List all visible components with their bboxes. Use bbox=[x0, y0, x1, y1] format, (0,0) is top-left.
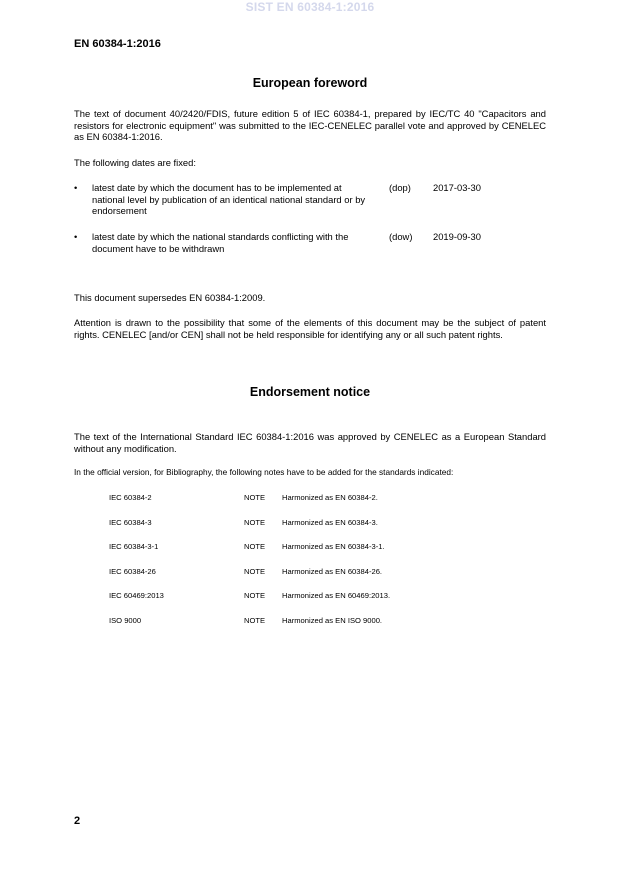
note-text: Harmonized as EN ISO 9000. bbox=[282, 616, 383, 625]
note-label: NOTE bbox=[244, 616, 266, 625]
note-label: NOTE bbox=[244, 591, 266, 600]
bibliography-note-row bbox=[109, 616, 509, 626]
patent-rights-notice: Attention is drawn to the possibility that some of the elements of this document may be the subject of patent rights. CENELEC [and/or CEN] shall not be held responsible for identifying any or all such patent rights. bbox=[74, 317, 546, 340]
date-item-dop bbox=[74, 182, 546, 222]
note-standard: IEC 60384-3 bbox=[109, 518, 152, 527]
note-label: NOTE bbox=[244, 542, 266, 551]
note-standard: IEC 60384-26 bbox=[109, 567, 156, 576]
bibliography-note-row bbox=[109, 518, 509, 528]
note-standard: IEC 60469:2013 bbox=[109, 591, 164, 600]
note-text: Harmonized as EN 60384-2. bbox=[282, 493, 378, 502]
date-item-text: latest date by which the national standards conflicting with the document have to be withdrawn bbox=[92, 231, 349, 254]
note-text: Harmonized as EN 60384-26. bbox=[282, 567, 383, 576]
note-text: Harmonized as EN 60384-3. bbox=[282, 518, 378, 527]
watermark: SIST EN 60384-1:2016 bbox=[245, 0, 375, 14]
supersedes-statement: This document supersedes EN 60384-1:2009. bbox=[74, 292, 266, 303]
date-item-date: 2017-03-30 bbox=[433, 182, 481, 193]
document-id-header: EN 60384-1:2016 bbox=[74, 38, 161, 50]
endorsement-paragraph: The text of the International Standard IEC 60384-1:2016 was approved by CENELEC as a European Standard without any modification. bbox=[74, 431, 546, 454]
dates-intro: The following dates are fixed: bbox=[74, 157, 196, 168]
foreword-paragraph: The text of document 40/2420/FDIS, future edition 5 of IEC 60384-1, prepared by IEC/TC 40 "Capacitors and resistors for electronic equipment" was submitted to the IEC-CENELEC parallel vote and approved by CENELEC as EN 60384-1:2016. bbox=[74, 108, 546, 143]
date-item-dow bbox=[74, 231, 546, 259]
bibliography-intro: In the official version, for Bibliography, the following notes have to be added for the standards indicated: bbox=[74, 467, 454, 477]
note-text: Harmonized as EN 60384-3-1. bbox=[282, 542, 385, 551]
bullet-icon: • bbox=[74, 182, 78, 193]
date-item-text: latest date by which the document has to be implemented at national level by publication of an identical national standard or by endorsement bbox=[92, 182, 366, 217]
bibliography-note-row bbox=[109, 567, 509, 577]
page-number: 2 bbox=[74, 815, 81, 827]
note-standard: IEC 60384-2 bbox=[109, 493, 152, 502]
bibliography-note-row bbox=[109, 542, 509, 552]
note-text: Harmonized as EN 60469:2013. bbox=[282, 591, 391, 600]
bibliography-note-row bbox=[109, 591, 509, 601]
note-standard: ISO 9000 bbox=[109, 616, 142, 625]
date-item-date: 2019-09-30 bbox=[433, 231, 481, 242]
date-item-code: (dow) bbox=[389, 231, 413, 242]
bibliography-note-row bbox=[109, 493, 509, 503]
note-label: NOTE bbox=[244, 567, 266, 576]
endorsement-heading: Endorsement notice bbox=[249, 385, 371, 399]
foreword-heading: European foreword bbox=[252, 76, 368, 90]
note-label: NOTE bbox=[244, 493, 266, 502]
note-standard: IEC 60384-3-1 bbox=[109, 542, 159, 551]
note-label: NOTE bbox=[244, 518, 266, 527]
date-item-code: (dop) bbox=[389, 182, 411, 193]
bullet-icon: • bbox=[74, 231, 78, 242]
